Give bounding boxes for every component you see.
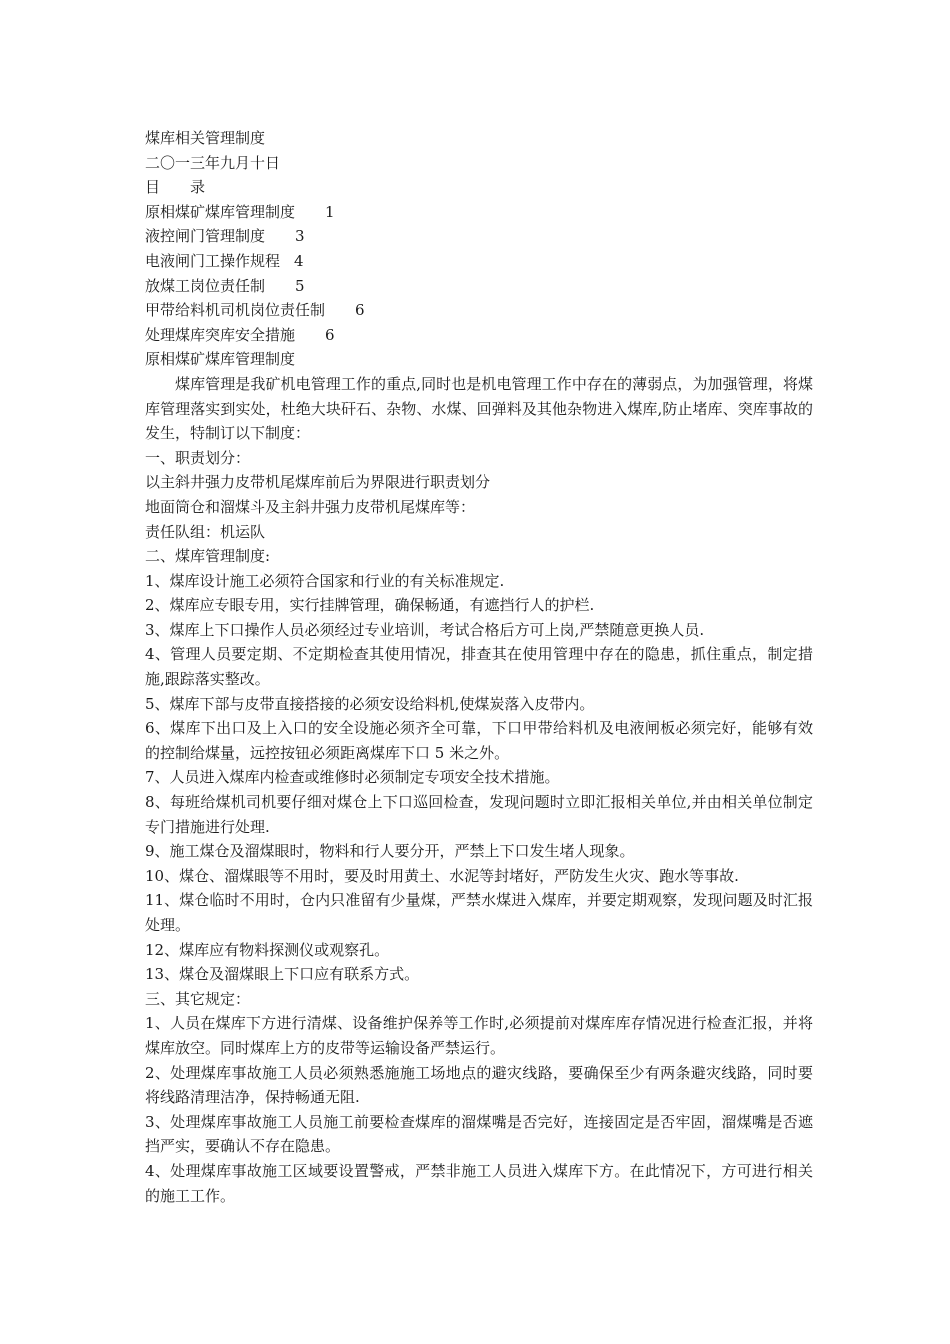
other-rule-item: 3、处理煤库事故施工人员施工前要检查煤库的溜煤嘴是否完好，连接固定是否牢固，溜煤嘴是否遮挡严实，要确认不存在隐患。 bbox=[145, 1112, 813, 1156]
toc-entry[interactable] bbox=[145, 274, 813, 299]
toc-heading bbox=[145, 175, 813, 200]
rule-item: 10、煤仓、溜煤眼等不用时，要及时用黄土、水泥等封堵好，严防发生火灾、跑水等事故. bbox=[145, 866, 739, 885]
rule-item: 13、煤仓及溜煤眼上下口应有联系方式。 bbox=[145, 965, 420, 984]
toc-entry-page: 5 bbox=[295, 276, 305, 295]
duties-line: 地面筒仓和溜煤斗及主斜井强力皮带机尾煤库等： bbox=[145, 497, 476, 516]
section-heading-other: 三、其它规定： bbox=[145, 989, 251, 1008]
toc-entry-page: 1 bbox=[325, 202, 335, 221]
section-heading-rules: 二、煤库管理制度: bbox=[145, 547, 271, 566]
toc-entry-label: 液控闸门管理制度 bbox=[145, 227, 266, 246]
rule-item: 9、施工煤仓及溜煤眼时，物料和行人要分开，严禁上下口发生堵人现象。 bbox=[145, 842, 635, 861]
toc-entry-page: 6 bbox=[355, 301, 365, 320]
intro-paragraph: 煤库管理是我矿机电管理工作的重点,同时也是机电管理工作中存在的薄弱点，为加强管理，将煤库管理落实到实处，杜绝大块矸石、杂物、水煤、回弹料及其他杂物进入煤库,防止堵库、突库事故的发生，特制订以下制度： bbox=[145, 374, 813, 443]
rule-item: 1、煤库设计施工必须符合国家和行业的有关标准规定. bbox=[145, 571, 505, 590]
document-title: 煤库相关管理制度 bbox=[145, 129, 266, 147]
toc-entry[interactable] bbox=[145, 224, 813, 249]
toc-entry-label: 甲带给料机司机岗位责任制 bbox=[145, 301, 326, 320]
toc-entry-label: 处理煤库突库安全措施 bbox=[145, 325, 296, 344]
toc-entry-page: 3 bbox=[295, 227, 305, 246]
document-date: 二〇一三年九月十日 bbox=[145, 153, 281, 172]
rule-item: 6、煤库下出口及上入口的安全设施必须齐全可靠，下口甲带给料机及电液闸板必须完好，能够有效的控制给煤量，远控按钮必须距离煤库下口 5 米之外。 bbox=[145, 719, 813, 762]
toc-entry-page: 4 bbox=[294, 251, 304, 270]
duties-line: 以主斜井强力皮带机尾煤库前后为界限进行职责划分 bbox=[145, 473, 491, 492]
duties-line: 责任队组：机运队 bbox=[145, 522, 266, 541]
toc-heading-char-1: 目 bbox=[145, 178, 161, 197]
rule-item: 2、煤库应专眼专用，实行挂牌管理，确保畅通，有遮挡行人的护栏. bbox=[145, 596, 595, 615]
other-rule-item: 2、处理煤库事故施工人员必须熟悉施施工场地点的避灾线路，要确保至少有两条避灾线路，同时要将线路清理洁净，保持畅通无阻. bbox=[145, 1063, 813, 1107]
section-title: 原相煤矿煤库管理制度 bbox=[145, 350, 296, 369]
rule-item: 3、煤库上下口操作人员必须经过专业培训，考试合格后方可上岗,严禁随意更换人员. bbox=[145, 620, 705, 639]
rule-item: 4、管理人员要定期、不定期检查其使用情况，排查其在使用管理中存在的隐患，抓住重点，制定措施,跟踪落实整改。 bbox=[145, 645, 813, 689]
rule-item: 7、人员进入煤库内检查或维修时必须制定专项安全技术措施。 bbox=[145, 768, 560, 787]
document-page bbox=[145, 126, 813, 1208]
toc-entry[interactable] bbox=[145, 249, 813, 274]
other-rule-item: 4、处理煤库事故施工区域要设置警戒，严禁非施工人员进入煤库下方。在此情况下，方可进行相关的施工工作。 bbox=[145, 1161, 813, 1205]
toc-entry[interactable] bbox=[145, 298, 813, 323]
toc-entry[interactable] bbox=[145, 323, 813, 348]
section-heading-duties: 一、职责划分： bbox=[145, 448, 251, 467]
toc-entry[interactable] bbox=[145, 200, 813, 225]
toc-entry-label: 电液闸门工操作规程 bbox=[145, 251, 281, 270]
rule-item: 5、煤库下部与皮带直接搭接的必须安设给料机,使煤炭落入皮带内。 bbox=[145, 694, 595, 713]
toc-entry-label: 原相煤矿煤库管理制度 bbox=[145, 202, 296, 221]
rule-item: 11、煤仓临时不用时，仓内只准留有少量煤，严禁水煤进入煤库，并要定期观察，发现问题及时汇报处理。 bbox=[145, 891, 813, 934]
toc-heading-char-2: 录 bbox=[190, 178, 206, 197]
toc-entry-label: 放煤工岗位责任制 bbox=[145, 276, 266, 295]
rule-item: 8、每班给煤机司机要仔细对煤仓上下口巡回检查，发现问题时立即汇报相关单位,并由相关单位制定专门措施进行处理. bbox=[145, 793, 813, 836]
other-rule-item: 1、人员在煤库下方进行清煤、设备维护保养等工作时,必须提前对煤库库存情况进行检查汇报，并将煤库放空。同时煤库上方的皮带等运输设备严禁运行。 bbox=[145, 1014, 813, 1057]
toc-entry-page: 6 bbox=[325, 325, 335, 344]
rule-item: 12、煤库应有物料探测仪或观察孔。 bbox=[145, 940, 390, 959]
